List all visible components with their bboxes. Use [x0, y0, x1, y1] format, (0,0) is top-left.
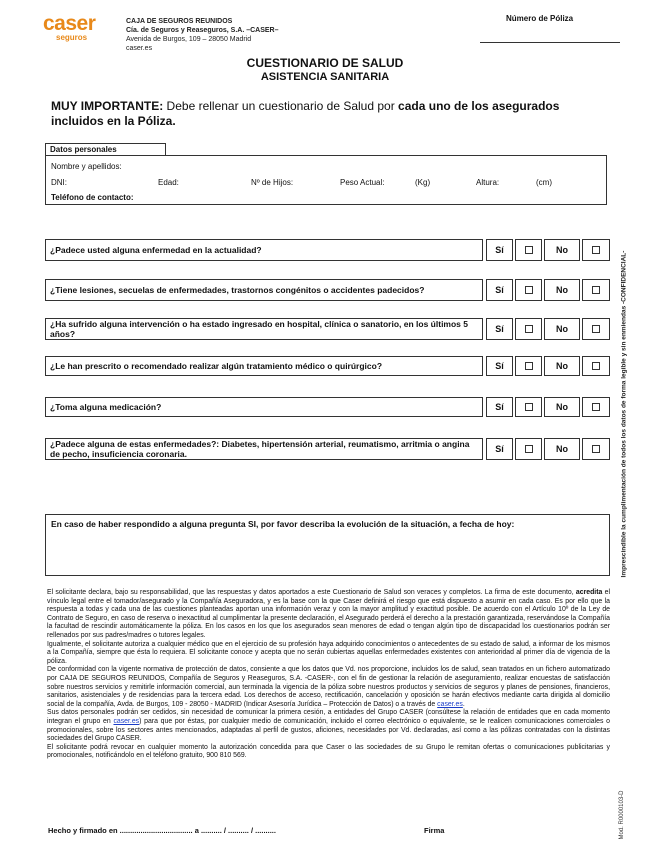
question-row [45, 279, 612, 301]
weight-field[interactable]: Peso Actual: [340, 178, 385, 187]
question-row [45, 397, 612, 417]
weight-unit: (Kg) [415, 178, 431, 187]
yes-label: Sí [486, 397, 513, 417]
form-code: Mod. R0000103-D [619, 790, 625, 840]
yes-label: Sí [486, 239, 513, 261]
question-text: ¿Padece usted alguna enfermedad en la actualidad? [45, 239, 483, 261]
confidential-notice: Imprescindible la cumplimentación de todos los datos de forma legible y sin enmiendas -CONFIDENCIAL- [620, 250, 628, 578]
dni-field[interactable]: DNI: [51, 178, 67, 187]
name-field[interactable]: Nombre y apellidos: [51, 162, 122, 171]
no-checkbox[interactable] [592, 286, 600, 294]
company-info [126, 17, 279, 53]
no-label: No [544, 318, 580, 340]
height-unit: (cm) [536, 178, 552, 187]
yes-checkbox[interactable] [525, 246, 533, 254]
important-lead: MUY IMPORTANTE: [51, 99, 164, 113]
yes-checkbox[interactable] [525, 325, 533, 333]
legal-paragraph: El solicitante podrá revocar en cualquier momento la autorización concedida para que Caser o las sociedades de su Grupo le remitan ofertas o comunicaciones publicitarias y promocionales, notificándolo en el teléfono gratuito, 900 810 569. [47, 743, 610, 760]
question-text: ¿Le han prescrito o recomendado realizar algún tratamiento médico o quirúrgico? [45, 356, 483, 376]
no-label: No [544, 279, 580, 301]
yes-label: Sí [486, 438, 513, 460]
legal-paragraph: El solicitante declara, bajo su responsabilidad, que las respuestas y datos aportados a este Cuestionario de Salud son veraces y completos. La firma de este documento, acredita el vínculo legal entre el tomador/asegurado y la Compañía Aseguradora, y es la base con la que Caser definirá el riesgo que está dispuesto a asumir en cada caso. Es por ello que la respuesta a todas y cada una de las cuestiones planteadas aportan una información veraz y con la mayor amplitud y exactitud posible. De acuerdo con el Artículo 10º de la Ley de Contrato de Seguro, en caso de reserva o inexactitud al cumplimentar la presente declaración, el Asegurado perderá el derecho a la prestación garantizada, reservándose la Compañía la facultad de rescindir automáticamente la póliza. En los casos en los que los asegurados sean menores de edad o tengan algún tipo de discapacidad los cuestionarios podrán ser rellenados por sus padres/madres o tutores legales. [47, 589, 611, 639]
legal-paragraph: Sus datos personales podrán ser cedidos, sin necesidad de comunicar la primera cesión, a entidades del Grupo CASER (consúltese la relación de entidades que en cada momento integran el grupo en caser.es) para que por éstas, por cualquier medio de comunicación, incluido el correo electrónico o equivalente, se le realicen comunicaciones comerciales o promocionales, sobre los sectores antes mencionados, adaptadas al perfil de gustos, aficiones, necesidades por Vd. declaradas, así como a las pólizas contratadas con la distintas sociedades del Grupo CASER. [47, 709, 610, 743]
phone-field[interactable]: Teléfono de contacto: [51, 193, 134, 202]
question-row [45, 356, 612, 376]
signature-label[interactable]: Firma [424, 826, 445, 835]
no-label: No [544, 239, 580, 261]
age-field[interactable]: Edad: [158, 178, 179, 187]
legal-text [47, 589, 610, 761]
important-emphasis: cada uno de los asegurados incluidos en la Póliza. [51, 99, 560, 128]
legal-paragraph: De conformidad con la vigente normativa de protección de datos, consiente a que los datos que Vd. nos proporcione, incluidos los de salud, sean tratados en un fichero automatizado por CAJA DE SEGUROS REUNIDOS, Compañía de Seguros y Reaseguros, S.A. -CASER-, con el fin de gestionar la relación de aseguramiento, realizar encuestas de satisfacción sobre nuestros servicios y remitirle información comercial, aun terminada la vigencia de la póliza sobre nuestros productos y servicios de seguros y planes de pensiones, financieros, sanitarios, asistenciales y de residencias para la tercera edad. Los derechos de acceso, rectificación, cancelación y oposición se harán efectivos mediante carta dirigida al domicilio social de la compañía, Avda. de Burgos, 109 - 28050 - MADRID (Indicar Asesoría Jurídica – Protección de Datos) o a través de caser.es. [47, 666, 610, 708]
company-name: CAJA DE SEGUROS REUNIDOS [126, 18, 233, 25]
logo-text: caser [43, 12, 96, 35]
yes-checkbox[interactable] [525, 362, 533, 370]
children-field[interactable]: Nº de Hijos: [251, 178, 294, 187]
question-row [45, 239, 612, 261]
caser-link[interactable]: caser.es [113, 717, 140, 725]
no-checkbox[interactable] [592, 403, 600, 411]
personal-data-box [45, 155, 607, 205]
yes-label: Sí [486, 279, 513, 301]
no-checkbox[interactable] [592, 362, 600, 370]
yes-checkbox[interactable] [525, 403, 533, 411]
company-address: Avenida de Burgos, 109 – 28050 Madrid [126, 36, 252, 43]
policy-number-field[interactable] [480, 42, 620, 43]
description-textarea[interactable] [45, 514, 610, 576]
important-text: Debe rellenar un cuestionario de Salud por [163, 99, 399, 113]
no-checkbox[interactable] [592, 246, 600, 254]
company-website: caser.es [126, 45, 153, 52]
description-prompt: En caso de haber respondido a alguna pregunta SI, por favor describa la evolución de la situación, a fecha de hoy: [51, 519, 515, 529]
question-text: ¿Padece alguna de estas enfermedades?: Diabetes, hipertensión arterial, reumatismo, arritmia o angina de pecho, insuficiencia coronaria. [45, 438, 483, 460]
important-notice [51, 99, 591, 129]
yes-checkbox[interactable] [525, 286, 533, 294]
yes-label: Sí [486, 318, 513, 340]
yes-label: Sí [486, 356, 513, 376]
question-row [45, 318, 612, 340]
personal-data-tab: Datos personales [45, 143, 166, 156]
place-date-line[interactable]: Hecho y firmado en ................................... a .......... / .......... / .......... [48, 826, 276, 835]
no-checkbox[interactable] [592, 325, 600, 333]
height-field[interactable]: Altura: [476, 178, 500, 187]
legal-paragraph: Igualmente, el solicitante autoriza a cualquier médico que en el ejercicio de su profesión haya adquirido conocimientos o antecedentes de su estado de salud, a informar de los mismos a la Compañía, siempre que ésta lo requiera. El solicitante conoce y acepta que no serán cubiertas aquellas enfermedades existentes con anterioridad al primer día de vigencia de la póliza. [47, 640, 610, 665]
no-label: No [544, 438, 580, 460]
yes-checkbox[interactable] [525, 445, 533, 453]
policy-number-label: Número de Póliza [506, 14, 574, 23]
question-text: ¿Tiene lesiones, secuelas de enfermedades, trastornos congénitos o accidentes padecidos? [45, 279, 483, 301]
no-label: No [544, 356, 580, 376]
document-subtitle: ASISTENCIA SANITARIA [260, 71, 390, 83]
logo-subtitle: seguros [56, 33, 88, 42]
question-text: ¿Ha sufrido alguna intervención o ha estado ingresado en hospital, clínica o sanatorio, en los últimos 5 años? [45, 318, 483, 340]
caser-link[interactable]: caser.es [437, 700, 463, 708]
no-label: No [544, 397, 580, 417]
question-row [45, 438, 612, 460]
no-checkbox[interactable] [592, 445, 600, 453]
company-legal-name: Cía. de Seguros y Reaseguros, S.A. –CASER– [126, 27, 279, 34]
document-title: CUESTIONARIO DE SALUD [246, 56, 404, 70]
question-text: ¿Toma alguna medicación? [45, 397, 483, 417]
